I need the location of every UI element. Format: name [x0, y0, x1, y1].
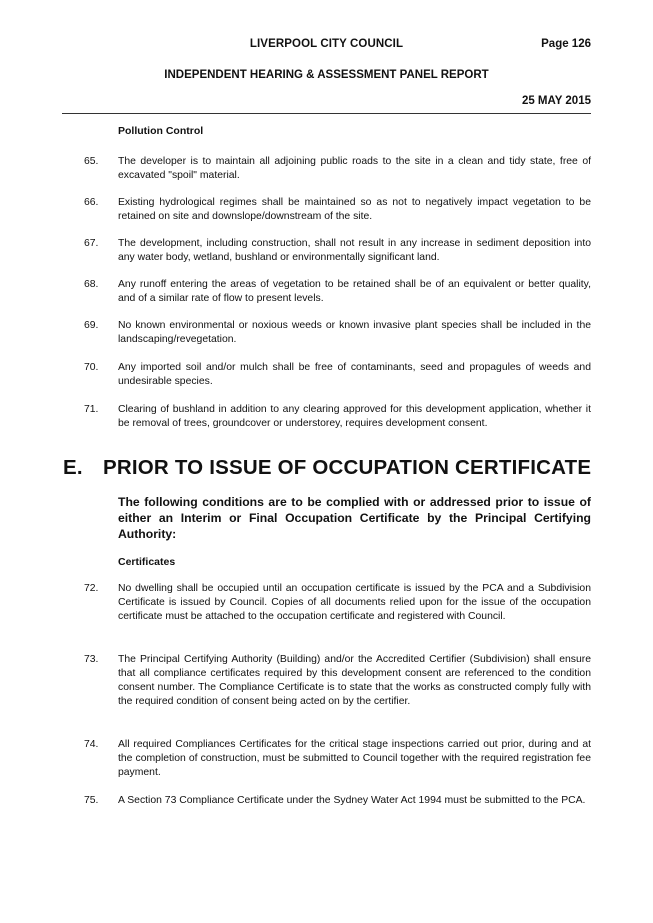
clause-text: A Section 73 Compliance Certificate under the Sydney Water Act 1994 must be submitted to the PCA. [118, 795, 586, 806]
clause-number: 73. [84, 654, 99, 665]
clause-74 [84, 738, 591, 780]
clause-66 [84, 196, 591, 224]
pollution-control-heading: Pollution Control [118, 125, 204, 137]
certificates-heading: Certificates [118, 556, 176, 568]
clause-71 [84, 403, 591, 431]
clause-75 [84, 794, 591, 808]
clause-text: Any imported soil and/or mulch shall be free of contaminants, seed and propagules of weeds and undesirable species. [118, 362, 591, 387]
section-title: PRIOR TO ISSUE OF OCCUPATION CERTIFICATE [103, 456, 592, 479]
clause-number: 66. [84, 197, 99, 208]
clause-text: Clearing of bushland in addition to any clearing approved for this development application, whether it be removal of trees, groundcover or understorey, requires development consent. [118, 404, 591, 429]
clause-number: 67. [84, 238, 99, 249]
clause-number: 72. [84, 583, 99, 594]
report-title: INDEPENDENT HEARING & ASSESSMENT PANEL REPORT [164, 69, 489, 81]
section-intro: The following conditions are to be complied with or addressed prior to issue of either an Interim or Final Occupation Certificate by the Principal Certifying Authority: [118, 495, 591, 541]
clause-72 [84, 582, 591, 624]
clause-text: All required Compliances Certificates for the critical stage inspections carried out prior, during and at the completion of construction, must be submitted to Council together with the required registration fee payment. [118, 739, 591, 778]
clause-number: 70. [84, 362, 99, 373]
report-date: 25 MAY 2015 [521, 95, 591, 107]
clause-73 [84, 653, 591, 709]
clause-65 [84, 155, 591, 183]
clause-70 [84, 361, 591, 389]
clause-69 [84, 319, 591, 347]
clause-text: No known environmental or noxious weeds or known invasive plant species shall be included in the landscaping/revegetation. [118, 320, 591, 345]
page-number: Page 126 [541, 38, 591, 50]
clause-67 [84, 237, 591, 265]
clause-text: No dwelling shall be occupied until an occupation certificate is issued by the PCA and a Subdivision Certificate is issued by Council. Copies of all documents relied upon for the issue of the occupation certificate must be attached to the occupation certificate and registered with Council. [118, 583, 591, 622]
section-heading [63, 456, 591, 480]
clause-number: 71. [84, 404, 99, 415]
clause-68 [84, 278, 591, 306]
clause-text: The developer is to maintain all adjoining public roads to the site in a clean and tidy state, free of excavated "spoil" material. [118, 156, 591, 181]
clause-number: 74. [84, 739, 99, 750]
clause-text: Existing hydrological regimes shall be maintained so as not to negatively impact vegetation to be retained on site and downslope/downstream of the site. [118, 197, 591, 222]
clause-text: Any runoff entering the areas of vegetation to be retained shall be of an equivalent or better quality, and of a similar rate of flow to present levels. [118, 279, 591, 304]
clause-number: 65. [84, 156, 99, 167]
clause-number: 75. [84, 795, 99, 806]
clause-number: 69. [84, 320, 99, 331]
council-name: LIVERPOOL CITY COUNCIL [249, 38, 404, 50]
header-divider [62, 113, 591, 114]
section-letter: E. [63, 456, 83, 479]
clause-text: The development, including construction, shall not result in any increase in sediment deposition into any water body, wetland, bushland or environmentally significant land. [118, 238, 591, 263]
clause-number: 68. [84, 279, 99, 290]
clause-text: The Principal Certifying Authority (Building) and/or the Accredited Certifier (Subdivision) shall ensure that all compliance certificates required by this development consent are referenced to the condition consent number. The Compliance Certificate is to state that the works as constructed comply fully with the required condition of consent being acted on by the certifier. [118, 654, 591, 707]
